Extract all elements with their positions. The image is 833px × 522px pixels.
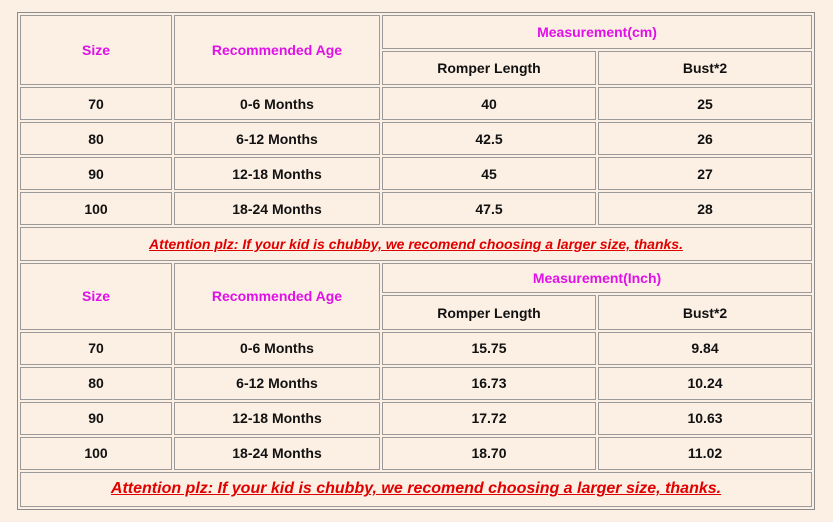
table-row bbox=[20, 437, 812, 470]
size-cell: 70 bbox=[20, 87, 172, 120]
cm-measurement-header: Measurement(cm) bbox=[382, 15, 812, 49]
inch-note-row bbox=[20, 472, 812, 507]
size-cell: 100 bbox=[20, 192, 172, 225]
age-cell: 18-24 Months bbox=[174, 192, 380, 225]
length-cell: 42.5 bbox=[382, 122, 596, 155]
bust-cell: 25 bbox=[598, 87, 812, 120]
bust-cell: 9.84 bbox=[598, 332, 812, 365]
inch-measurement-header: Measurement(Inch) bbox=[382, 263, 812, 294]
age-cell: 6-12 Months bbox=[174, 367, 380, 400]
length-cell: 47.5 bbox=[382, 192, 596, 225]
table-row bbox=[20, 332, 812, 365]
size-chart-table bbox=[17, 12, 815, 510]
table-row bbox=[20, 367, 812, 400]
table-row bbox=[20, 192, 812, 225]
size-cell: 90 bbox=[20, 402, 172, 435]
inch-age-header: Recommended Age bbox=[174, 263, 380, 330]
size-cell: 100 bbox=[20, 437, 172, 470]
bust-cell: 10.24 bbox=[598, 367, 812, 400]
cm-note-row bbox=[20, 227, 812, 260]
inch-length-header: Romper Length bbox=[382, 295, 596, 329]
age-cell: 6-12 Months bbox=[174, 122, 380, 155]
size-cell: 70 bbox=[20, 332, 172, 365]
table-row bbox=[20, 157, 812, 190]
size-cell: 80 bbox=[20, 122, 172, 155]
age-cell: 0-6 Months bbox=[174, 332, 380, 365]
bust-cell: 10.63 bbox=[598, 402, 812, 435]
table-row bbox=[20, 402, 812, 435]
cm-header-row-1 bbox=[20, 15, 812, 49]
attention-note: Attention plz: If your kid is chubby, we recomend choosing a larger size, thanks. bbox=[20, 227, 812, 260]
inch-bust-header: Bust*2 bbox=[598, 295, 812, 329]
length-cell: 45 bbox=[382, 157, 596, 190]
age-cell: 18-24 Months bbox=[174, 437, 380, 470]
inch-size-header: Size bbox=[20, 263, 172, 330]
cm-size-header: Size bbox=[20, 15, 172, 85]
attention-note: Attention plz: If your kid is chubby, we recomend choosing a larger size, thanks. bbox=[20, 472, 812, 507]
cm-length-header: Romper Length bbox=[382, 51, 596, 85]
bust-cell: 28 bbox=[598, 192, 812, 225]
length-cell: 16.73 bbox=[382, 367, 596, 400]
bust-cell: 27 bbox=[598, 157, 812, 190]
bust-cell: 26 bbox=[598, 122, 812, 155]
inch-header-row-1 bbox=[20, 263, 812, 294]
age-cell: 12-18 Months bbox=[174, 402, 380, 435]
length-cell: 17.72 bbox=[382, 402, 596, 435]
table-row bbox=[20, 122, 812, 155]
length-cell: 18.70 bbox=[382, 437, 596, 470]
size-cell: 80 bbox=[20, 367, 172, 400]
size-cell: 90 bbox=[20, 157, 172, 190]
length-cell: 15.75 bbox=[382, 332, 596, 365]
cm-age-header: Recommended Age bbox=[174, 15, 380, 85]
length-cell: 40 bbox=[382, 87, 596, 120]
bust-cell: 11.02 bbox=[598, 437, 812, 470]
table-row bbox=[20, 87, 812, 120]
cm-bust-header: Bust*2 bbox=[598, 51, 812, 85]
age-cell: 12-18 Months bbox=[174, 157, 380, 190]
age-cell: 0-6 Months bbox=[174, 87, 380, 120]
